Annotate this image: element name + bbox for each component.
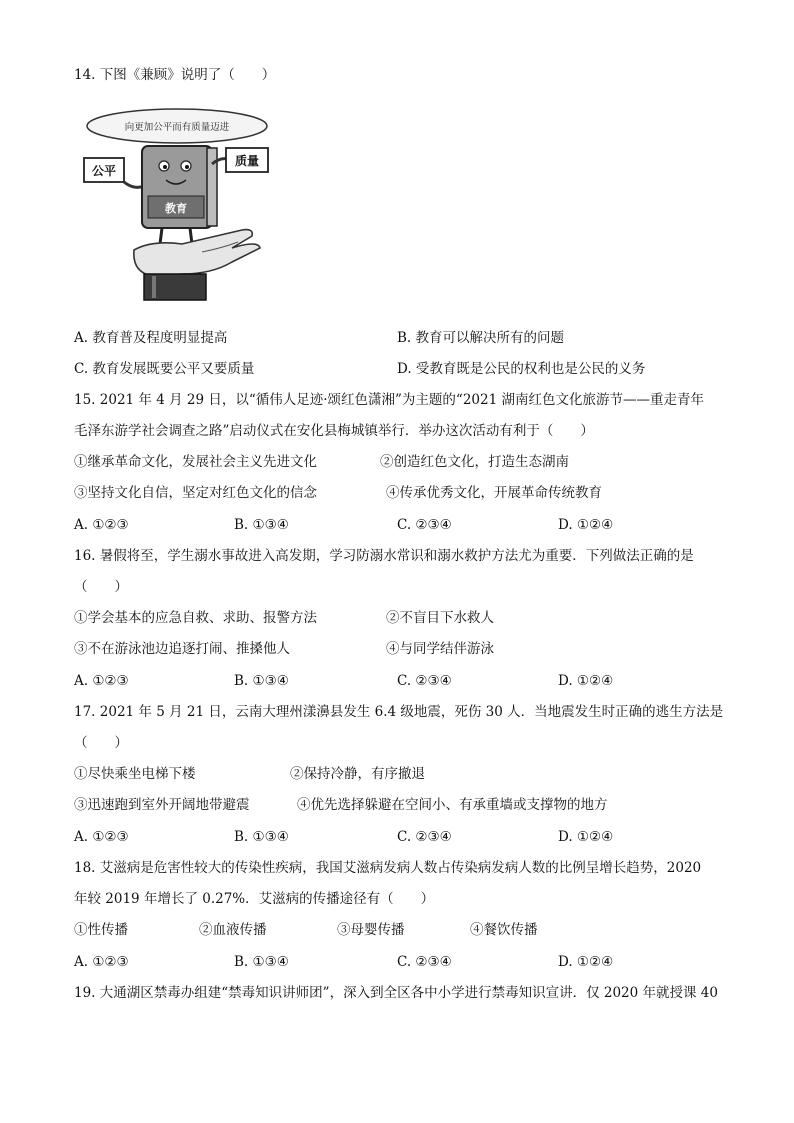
q17-item-2: ②保持冷静，有序撤退 (290, 766, 425, 782)
education-balance-cartoon (82, 104, 272, 304)
q16-item-2: ②不盲目下水救人 (386, 610, 494, 626)
q14-option-d[interactable]: D. 受教育既是公民的权利也是公民的义务 (397, 361, 646, 377)
q17-item-3: ③迅速跑到室外开阔地带避震 (74, 797, 250, 813)
q17-stem-line2: （ ） (74, 735, 128, 751)
q14-option-c[interactable]: C. 教育发展既要公平又要质量 (74, 361, 255, 377)
q18-stem-line2: 年较 2019 年增长了 0.27%．艾滋病的传播途径有（ ） (74, 891, 435, 907)
q15-item-2: ②创造红色文化，打造生态湖南 (380, 454, 569, 470)
q15-option-c[interactable]: C. ②③④ (397, 517, 452, 533)
q18-option-d[interactable]: D. ①②④ (558, 954, 614, 970)
q15-stem-line1: 15. 2021 年 4 月 29 日，以“循伟人足迹·颂红色潇湘”为主题的“2021 湖南红色文化旅游节——重走青年 (74, 392, 704, 408)
q18-stem-line1: 18. 艾滋病是危害性较大的传染性疾病，我国艾滋病发病人数占传染病发病人数的比例呈增长趋势，2020 (74, 860, 702, 876)
q18-option-a[interactable]: A. ①②③ (74, 954, 129, 970)
q18-option-b[interactable]: B. ①③④ (234, 954, 289, 970)
q14-option-b[interactable]: B. 教育可以解决所有的问题 (397, 330, 565, 346)
q19-stem-line1: 19. 大通湖区禁毒办组建“禁毒知识讲师团”，深入到全区各中小学进行禁毒知识宣讲．仅 2020 年就授课 40 (74, 985, 718, 1001)
q16-option-b[interactable]: B. ①③④ (234, 673, 289, 689)
q18-item-1: ①性传播 (74, 922, 128, 938)
q15-item-4: ④传承优秀文化，开展革命传统教育 (386, 485, 602, 501)
q17-option-d[interactable]: D. ①②④ (558, 829, 614, 845)
q16-stem-line1: 16. 暑假将至，学生溺水事故进入高发期，学习防溺水常识和溺水救护方法尤为重要．下列做法正确的是 (74, 548, 694, 564)
q15-item-1: ①继承革命文化，发展社会主义先进文化 (74, 454, 317, 470)
q16-item-3: ③不在游泳池边追逐打闹、推搡他人 (74, 641, 290, 657)
q16-option-d[interactable]: D. ①②④ (558, 673, 614, 689)
q17-option-c[interactable]: C. ②③④ (397, 829, 452, 845)
q18-item-3: ③母婴传播 (337, 922, 405, 938)
q15-option-d[interactable]: D. ①②④ (558, 517, 614, 533)
q16-item-4: ④与同学结伴游泳 (386, 641, 494, 657)
q14-stem: 14. 下图《兼顾》说明了（ ） (74, 67, 276, 83)
q16-option-a[interactable]: A. ①②③ (74, 673, 129, 689)
q17-stem-line1: 17. 2021 年 5 月 21 日，云南大理州漾濞县发生 6.4 级地震，死伤 30 人．当地震发生时正确的逃生方法是 (74, 704, 724, 720)
q15-option-a[interactable]: A. ①②③ (74, 517, 129, 533)
q17-option-b[interactable]: B. ①③④ (234, 829, 289, 845)
cartoon-banner-text: 向更加公平而有质量迈进 (124, 122, 230, 133)
q16-stem-line2: （ ） (74, 579, 128, 595)
q17-item-1: ①尽快乘坐电梯下楼 (74, 766, 196, 782)
q17-option-a[interactable]: A. ①②③ (74, 829, 129, 845)
q17-item-4: ④优先选择躲避在空间小、有承重墙或支撑物的地方 (297, 797, 608, 813)
q18-option-c[interactable]: C. ②③④ (397, 954, 452, 970)
cartoon-book-label: 教育 (165, 202, 187, 215)
q14-option-a[interactable]: A. 教育普及程度明显提高 (74, 330, 228, 346)
q15-stem-line2: 毛泽东游学社会调查之路”启动仪式在安化县梅城镇举行．举办这次活动有利于（ ） (74, 423, 594, 439)
q15-item-3: ③坚持文化自信，坚定对红色文化的信念 (74, 485, 317, 501)
q16-option-c[interactable]: C. ②③④ (397, 673, 452, 689)
cartoon-right-sign: 质量 (234, 154, 260, 168)
q16-item-1: ①学会基本的应急自救、求助、报警方法 (74, 610, 317, 626)
q18-item-2: ②血液传播 (199, 922, 267, 938)
cartoon-left-sign: 公平 (91, 164, 117, 178)
q15-option-b[interactable]: B. ①③④ (234, 517, 289, 533)
q18-item-4: ④餐饮传播 (470, 922, 538, 938)
